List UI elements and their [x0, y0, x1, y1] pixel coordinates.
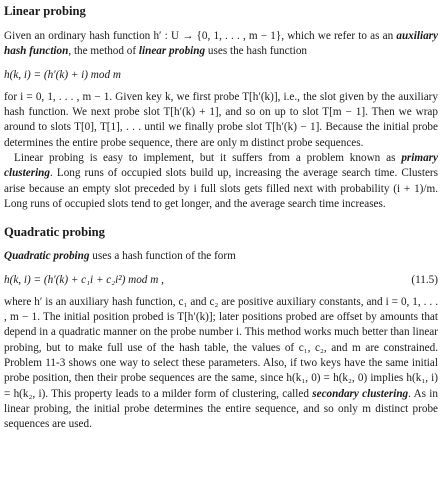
- intro-text-end: uses the hash function: [205, 45, 308, 58]
- quadratic-explanation-text-end: . As in linear probing, the initial probe determines the entire sequence, and so only m distinct probe sequences are used.: [4, 387, 439, 431]
- intro-text-start: Given an ordinary hash function h′ : U → {0, 1, . . . , m − 1}, which we refer to as an: [4, 30, 397, 42]
- linear-probing-equation-row: [4, 68, 438, 83]
- section-title-linear-probing: Linear probing: [4, 4, 86, 18]
- term-quadratic-probing: Quadratic probing: [4, 250, 90, 263]
- primary-clustering-paragraph: [4, 151, 438, 212]
- quadratic-probing-equation-row: [4, 273, 438, 288]
- equation-number: (11.5): [411, 273, 438, 286]
- primary-clustering-text-start: Linear probing is easy to implement, but it suffers from a problem known as: [14, 152, 402, 165]
- term-auxiliary-hash-function: auxiliary hash function: [4, 30, 438, 58]
- quadratic-probing-equation: h(k, i) = (h′(k) + c₁i + c₂i²) mod m ,: [4, 273, 164, 286]
- linear-probing-equation: h(k, i) = (h′(k) + i) mod m: [4, 68, 121, 81]
- quadratic-intro-text: uses a hash function of the form: [89, 250, 236, 263]
- term-secondary-clustering: secondary clustering: [312, 387, 409, 400]
- linear-probing-explanation-paragraph: for i = 0, 1, . . . , m − 1. Given key k, we first probe T[h′(k)], i.e., the slot given by the auxiliary hash function. We next probe slot T[h′(k) + 1], and so on up to slot T[m − 1]. Then we wrap around to slots T[0], T[1], . . . until we finally probe slot T[h′(k) − 1]. Because the initial probe determines the entire probe sequence, there are only m distinct probe sequences.: [4, 90, 438, 149]
- quadratic-probing-explanation-paragraph: [4, 295, 438, 433]
- quadratic-probing-intro-paragraph: [4, 249, 438, 264]
- primary-clustering-text-end: . Long runs of occupied slots build up, increasing the average search time. Clusters arise because an empty slot preceded by i full slots gets filled next with probability (i + 1)/m. Long runs of occupied slots tend to get longer, and the average search time increases.: [4, 167, 438, 210]
- quadratic-explanation-text-start: where h′ is an auxiliary hash function, c₁ and c₂ are positive auxiliary constants, and i = 0, 1, . . . , m − 1. The initial position probed is T[h′(k)]; later positions probed are offset by amounts that depend in a quadratic manner on the probe number i. This method works much better than linear probing, but to make full use of the hash table, the values of c₁, c₂, and m are constrained. Problem 11-3 shows one way to select these parameters. Also, if two keys have the same initial probe position, then their probe sequences are the same, since h(k₁, 0) = h(k₂, 0) implies h(k₁, i) = h(k₂, i). This property leads to a milder form of clustering, called: [4, 295, 438, 400]
- section-title-quadratic-probing: Quadratic probing: [4, 225, 105, 240]
- textbook-page: [4, 2, 438, 433]
- term-linear-probing: linear probing: [138, 45, 206, 58]
- term-primary-clustering: primary clustering: [4, 152, 438, 180]
- linear-probing-intro-paragraph: [4, 29, 438, 60]
- intro-text-middle: , the method of: [68, 45, 139, 58]
